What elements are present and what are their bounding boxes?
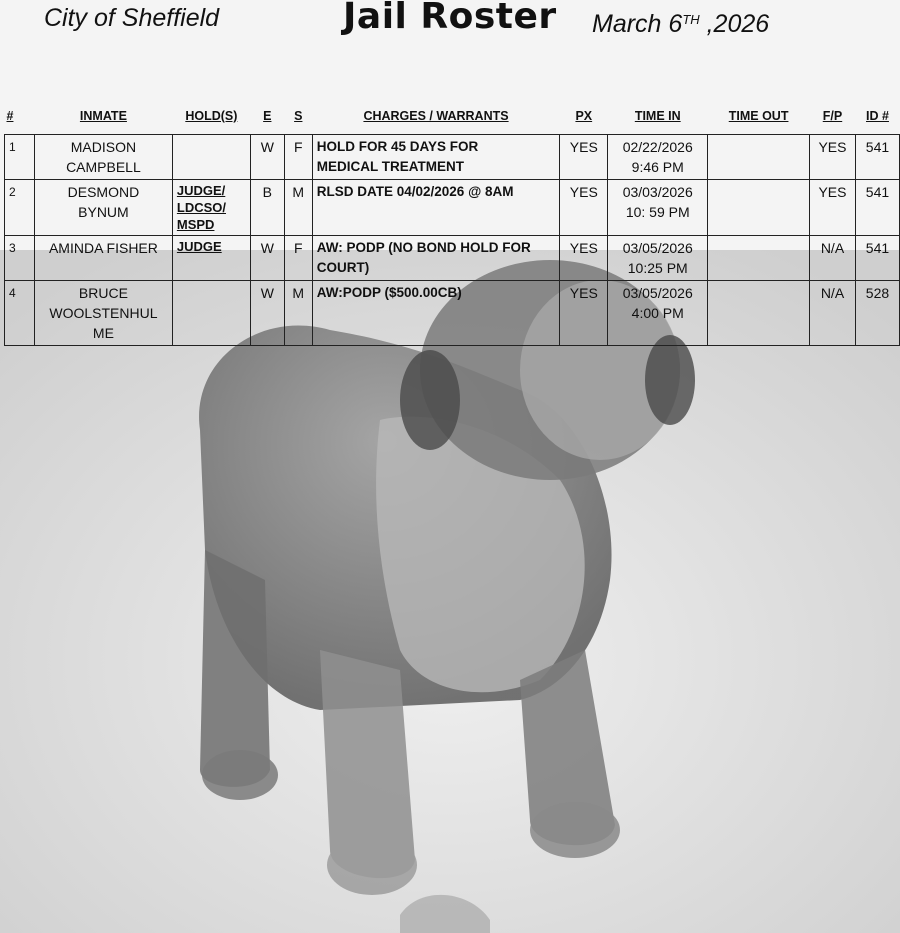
holds-cell bbox=[172, 236, 250, 281]
inmate-name-line: AMINDA FISHER bbox=[48, 240, 158, 256]
charges-cell bbox=[312, 281, 560, 346]
px-cell: YES bbox=[560, 236, 608, 281]
sex-cell: F bbox=[284, 236, 312, 281]
row-number: 2 bbox=[5, 180, 35, 236]
time-in-date: 03/05/2026 bbox=[622, 285, 693, 301]
inmate-name-line: BYNUM bbox=[78, 204, 129, 220]
time-in-date: 03/05/2026 bbox=[622, 240, 693, 256]
charge-line: HOLD FOR 45 DAYS FOR bbox=[316, 139, 479, 154]
charges-cell bbox=[312, 135, 560, 180]
hold-line: LDCSO/ bbox=[176, 200, 227, 215]
hold-line: MSPD bbox=[176, 217, 215, 232]
charge-line: RLSD DATE 04/02/2026 @ 8AM bbox=[316, 184, 514, 199]
charge-line: AW:PODP ($500.00CB) bbox=[316, 285, 462, 300]
page-header bbox=[0, 0, 900, 60]
bulldog-photo bbox=[0, 250, 900, 933]
time-in-cell bbox=[608, 236, 708, 281]
charge-line: COURT) bbox=[316, 260, 370, 275]
inmate-name-line: WOOLSTENHUL bbox=[49, 305, 158, 321]
px-cell: YES bbox=[560, 281, 608, 346]
date-main: March 6 bbox=[592, 10, 683, 38]
charges-cell bbox=[312, 180, 560, 236]
holds-cell bbox=[172, 135, 250, 180]
col-header-charges: CHARGES / WARRANTS bbox=[363, 109, 509, 123]
time-out-cell bbox=[708, 236, 810, 281]
time-in-date: 02/22/2026 bbox=[622, 139, 693, 155]
col-header-inmate: INMATE bbox=[79, 109, 127, 123]
hold-line: JUDGE/ bbox=[176, 183, 226, 198]
inmate-name bbox=[34, 281, 172, 346]
col-header-time-in: TIME IN bbox=[634, 109, 681, 123]
inmate-name-line: DESMOND bbox=[67, 184, 140, 200]
inmate-name-line: BRUCE bbox=[78, 285, 128, 301]
id-cell: 528 bbox=[855, 281, 899, 346]
inmate-name bbox=[34, 135, 172, 180]
table-row bbox=[5, 135, 900, 180]
row-number: 4 bbox=[5, 281, 35, 346]
table-header-row bbox=[5, 98, 900, 135]
inmate-name bbox=[34, 180, 172, 236]
date-year: ,2026 bbox=[699, 10, 770, 38]
fp-cell: N/A bbox=[810, 236, 856, 281]
inmate-name-line: MADISON bbox=[70, 139, 137, 155]
charges-cell bbox=[312, 236, 560, 281]
col-header-px: PX bbox=[575, 109, 593, 123]
page-title: Jail Roster bbox=[343, 0, 557, 37]
hold-line: JUDGE bbox=[176, 239, 222, 254]
time-in-date: 03/03/2026 bbox=[622, 184, 693, 200]
ethnicity-cell: W bbox=[250, 135, 284, 180]
time-out-cell bbox=[708, 180, 810, 236]
time-in-cell bbox=[608, 281, 708, 346]
col-header-holds: HOLD(S) bbox=[185, 109, 238, 123]
fp-cell: YES bbox=[810, 135, 856, 180]
time-in-time: 4:00 PM bbox=[631, 305, 684, 321]
row-number: 1 bbox=[5, 135, 35, 180]
holds-cell bbox=[172, 281, 250, 346]
id-cell: 541 bbox=[855, 180, 899, 236]
table-row bbox=[5, 236, 900, 281]
time-in-cell bbox=[608, 180, 708, 236]
fp-cell: YES bbox=[810, 180, 856, 236]
px-cell: YES bbox=[560, 135, 608, 180]
sex-cell: M bbox=[284, 281, 312, 346]
col-header-e: E bbox=[263, 109, 272, 123]
table-row bbox=[5, 281, 900, 346]
holds-cell bbox=[172, 180, 250, 236]
time-out-cell bbox=[708, 135, 810, 180]
ethnicity-cell: W bbox=[250, 281, 284, 346]
ethnicity-cell: B bbox=[250, 180, 284, 236]
charge-line: AW: PODP (NO BOND HOLD FOR bbox=[316, 240, 531, 255]
charge-line: MEDICAL TREATMENT bbox=[316, 159, 464, 174]
date-ordinal: TH bbox=[682, 12, 700, 27]
id-cell: 541 bbox=[855, 135, 899, 180]
roster-table bbox=[4, 98, 900, 346]
inmate-name-line: CAMPBELL bbox=[66, 159, 141, 175]
col-header-id: ID # bbox=[866, 109, 889, 123]
ethnicity-cell: W bbox=[250, 236, 284, 281]
px-cell: YES bbox=[560, 180, 608, 236]
city-name: City of Sheffield bbox=[44, 4, 220, 32]
col-header-s: S bbox=[294, 109, 303, 123]
time-in-cell bbox=[608, 135, 708, 180]
time-out-cell bbox=[708, 281, 810, 346]
table-row bbox=[5, 180, 900, 236]
time-in-time: 10: 59 PM bbox=[625, 204, 690, 220]
time-in-time: 9:46 PM bbox=[631, 159, 684, 175]
roster-date bbox=[592, 10, 769, 39]
col-header-number: # bbox=[6, 109, 14, 123]
sex-cell: M bbox=[284, 180, 312, 236]
sex-cell: F bbox=[284, 135, 312, 180]
inmate-name bbox=[34, 236, 172, 281]
col-header-fp: F/P bbox=[822, 109, 843, 123]
col-header-time-out: TIME OUT bbox=[728, 109, 789, 123]
row-number: 3 bbox=[5, 236, 35, 281]
inmate-name-line: ME bbox=[92, 325, 114, 341]
time-in-time: 10:25 PM bbox=[627, 260, 688, 276]
id-cell: 541 bbox=[855, 236, 899, 281]
fp-cell: N/A bbox=[810, 281, 856, 346]
